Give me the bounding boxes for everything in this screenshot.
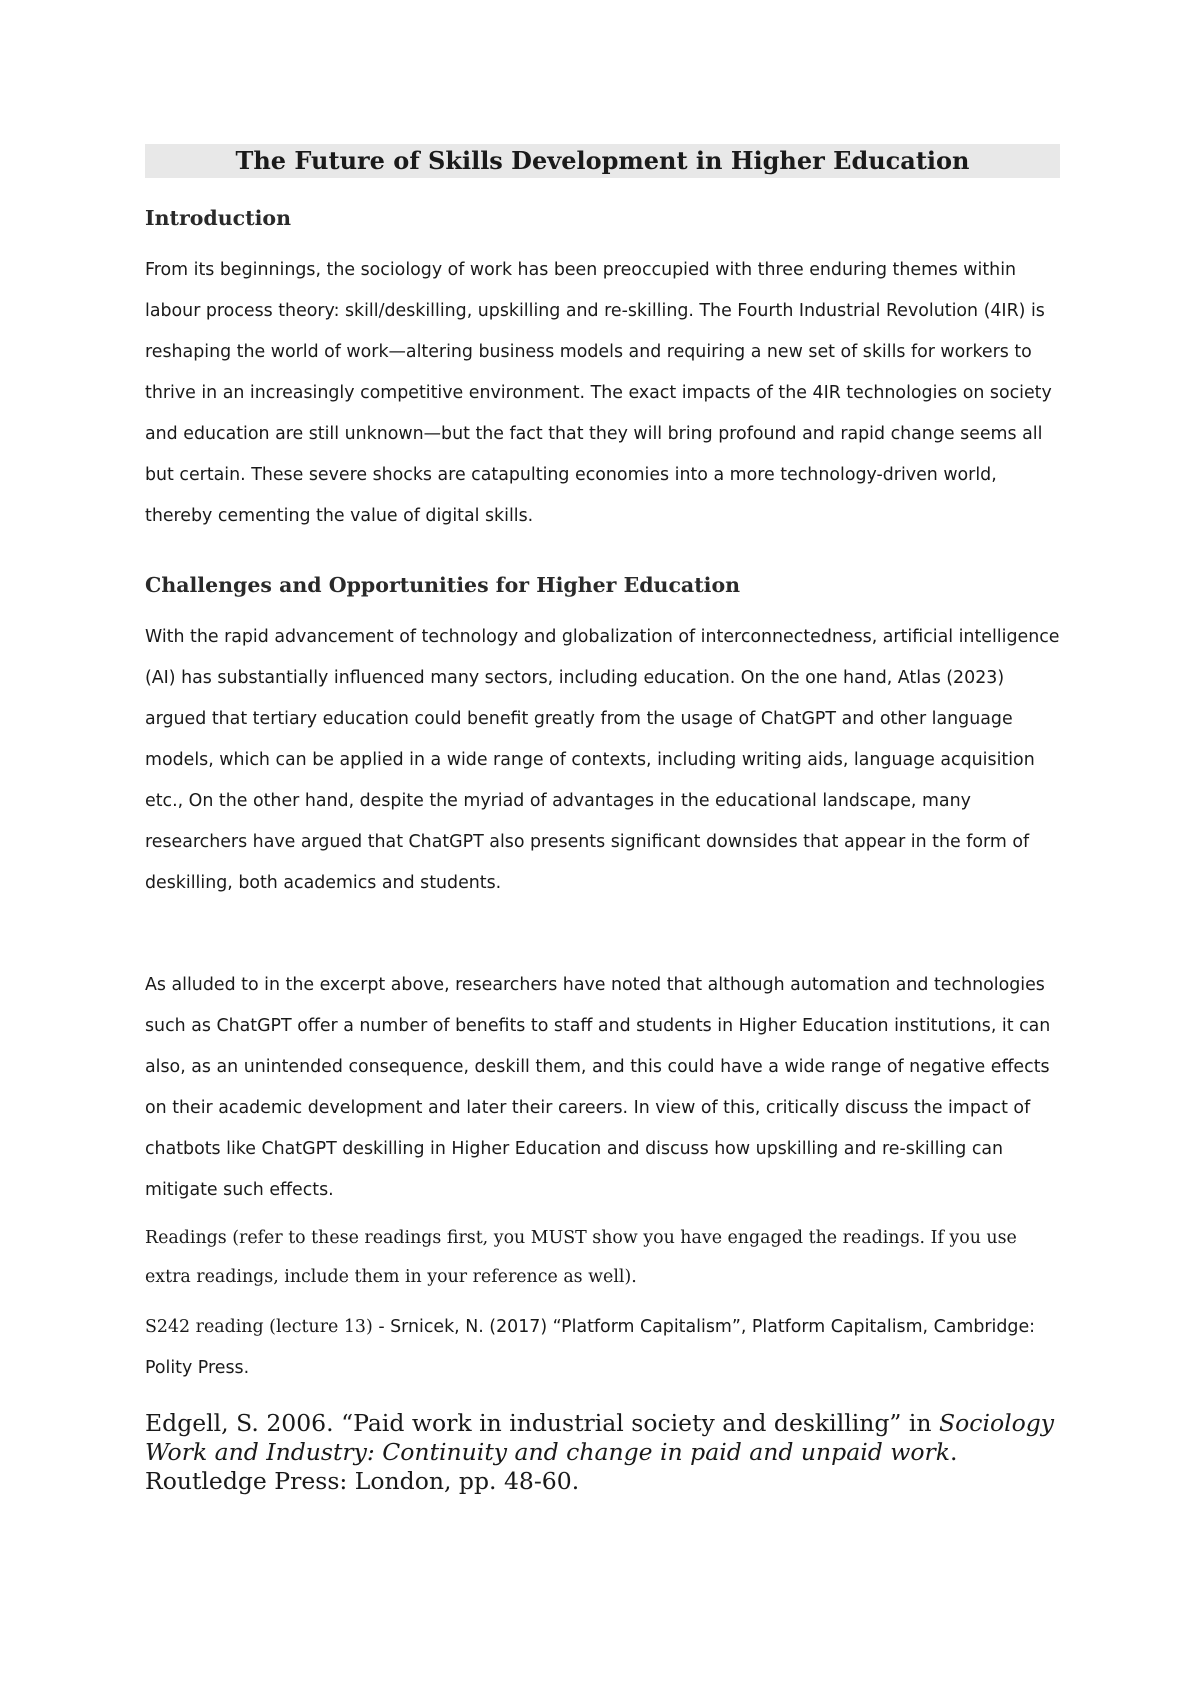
introduction-paragraph: From its beginnings, the sociology of work has been preoccupied with three enduring themes within labour process theory: skill/deskilling, upskilling and re-skilling. The Fourth Industrial Revolution (4IR) is reshaping the world of work—altering business models and requiring a new set of skills for workers to thrive in an increasingly competitive environment. The exact impacts of the 4IR technologies on society and education are still unknown—but the fact that they will bring profound and rapid change seems all but certain. These severe shocks are catapulting economies into a more technology-driven world, thereby cementing the value of digital skills.	[145, 260, 1052, 526]
challenges-paragraph: With the rapid advancement of technology and globalization of interconnectedness, artificial intelligence (AI) has substantially influenced many sectors, including education. On the one hand, Atlas (2023) argued that tertiary education could benefit greatly from the usage of ChatGPT and other language models, which can be applied in a wide range of contexts, including writing aids, language acquisition etc., On the other hand, despite the myriad of advantages in the educational landscape, many researchers have argued that ChatGPT also presents significant downsides that appear in the form of deskilling, both academics and students.	[145, 627, 1060, 893]
document-body	[145, 144, 1060, 1496]
reference-edgell-lead: Edgell, S. 2006. “Paid work in industrial society and deskilling” in	[145, 1409, 940, 1437]
section-heading-challenges: Challenges and Opportunities for Higher Education	[145, 573, 741, 597]
task-paragraph: As alluded to in the excerpt above, researchers have noted that although automation and technologies such as ChatGPT offer a number of benefits to staff and students in Higher Education institutions, it can also, as an unintended consequence, deskill them, and this could have a wide range of negative effects on their academic development and later their careers. In view of this, critically discuss the impact of chatbots like ChatGPT deskilling in Higher Education and discuss how upskilling and re-skilling can mitigate such effects.	[145, 975, 1051, 1200]
reference-srnicek-text: - Srnicek, N. (2017) “Platform Capitalism”, Platform Capitalism, Cambridge: Polity Press.	[145, 1317, 1036, 1378]
reference-srnicek	[145, 1307, 1060, 1389]
reference-srnicek-prefix: S242 reading (lecture 13)	[145, 1317, 379, 1337]
reference-edgell-book-title: Sociology Work and Industry: Continuity and change in paid and unpaid work	[145, 1409, 1055, 1466]
reference-edgell	[145, 1409, 1060, 1496]
section-heading-introduction: Introduction	[145, 206, 291, 230]
readings-note: Readings (refer to these readings first, you MUST show you have engaged the readings. If you use extra readings, include them in your reference as well).	[145, 1228, 1017, 1287]
reference-edgell-tail: . Routledge Press: London, pp. 48-60.	[145, 1438, 958, 1495]
document-title: The Future of Skills Development in Higher Education	[145, 144, 1060, 178]
